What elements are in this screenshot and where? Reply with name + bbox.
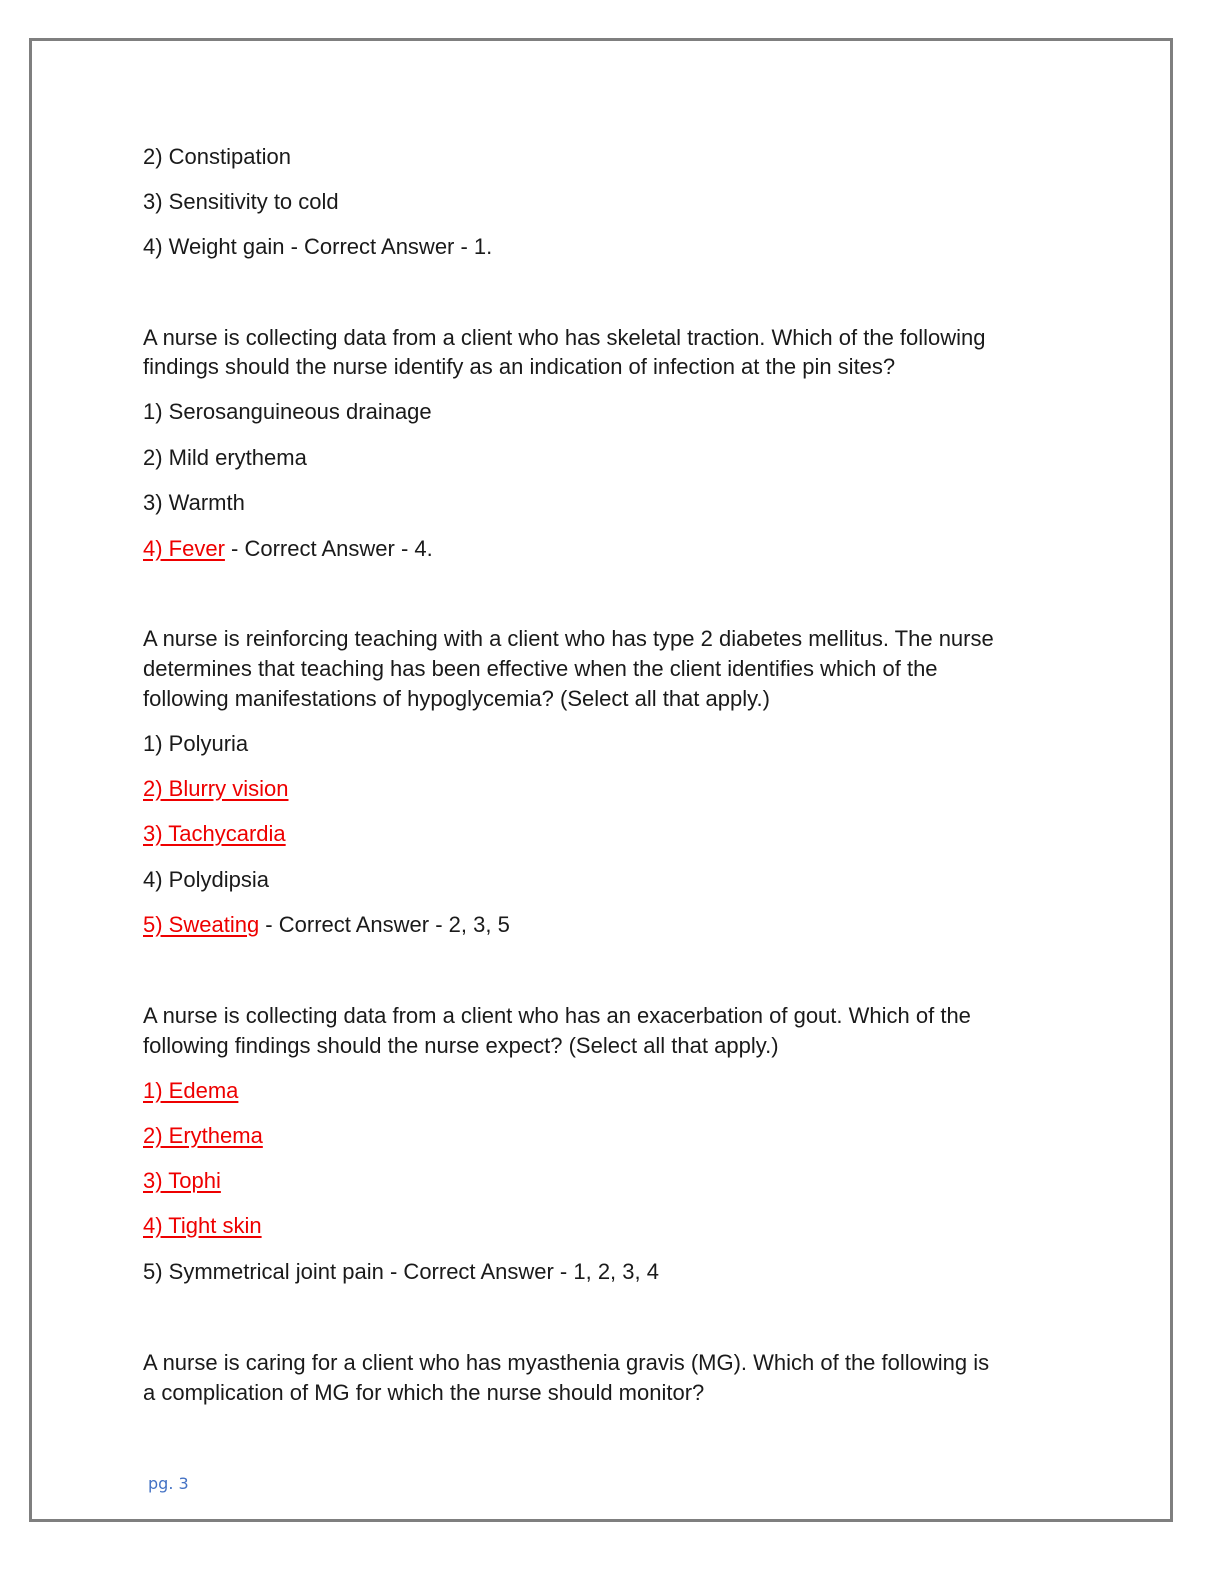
q3-option-2-correct: 2) Erythema [143,1123,263,1148]
q2-option-5 [143,910,510,940]
q3-correct-answer: - Correct Answer - 1, 2, 3, 4 [383,1259,659,1284]
q2-option-2-correct: 2) Blurry vision [143,776,289,801]
q2-option-2 [143,774,288,804]
q0-option-3: 3) Sensitivity to cold [143,189,339,214]
q1-stem-line-2: findings should the nurse identify as an indication of infection at the pin sites? [143,354,896,379]
q3-option-5: 5) Symmetrical joint pain - Correct Answer - 1, 2, 3, 4 [143,1259,659,1284]
q4-stem-line-2: a complication of MG for which the nurse should monitor? [143,1380,705,1405]
q3-stem-line-2: following findings should the nurse expect? (Select all that apply.) [143,1033,779,1058]
q3-option-1-correct: 1) Edema [143,1078,239,1103]
q2-option-4: 4) Polydipsia [143,867,269,892]
q3-option-2 [143,1121,263,1151]
q3-option-3-correct: 3) Tophi [143,1168,221,1193]
q1-option-4-correct: 4) Fever [143,536,225,561]
q2-stem-line-1: A nurse is reinforcing teaching with a client who has type 2 diabetes mellitus. The nurse [143,626,994,651]
q2-stem-line-3: following manifestations of hypoglycemia? (Select all that apply.) [143,686,770,711]
page-number: pg. 3 [148,1474,189,1493]
q2-correct-answer: - Correct Answer - 2, 3, 5 [259,912,510,937]
q1-option-1: 1) Serosanguineous drainage [143,399,432,424]
q1-option-3: 3) Warmth [143,490,245,515]
q0-correct-answer: - Correct Answer - 1. [284,234,493,259]
q1-option-2: 2) Mild erythema [143,445,307,470]
q2-option-3 [143,819,286,849]
q1-stem-line-1: A nurse is collecting data from a client who has skeletal traction. Which of the following [143,325,986,350]
q2-option-5-correct: 5) Sweating [143,912,260,937]
q2-option-3-correct: 3) Tachycardia [143,821,286,846]
q0-option-2: 2) Constipation [143,144,291,169]
q3-option-1 [143,1076,238,1106]
q4-stem-line-1: A nurse is caring for a client who has myasthenia gravis (MG). Which of the following is [143,1350,990,1375]
q1-option-4 [143,534,433,564]
q1-correct-answer: - Correct Answer - 4. [224,536,433,561]
q3-option-4 [143,1211,262,1241]
q3-option-3 [143,1166,221,1196]
q2-stem-line-2: determines that teaching has been effective when the client identifies which of the [143,656,938,681]
q3-stem-line-1: A nurse is collecting data from a client who has an exacerbation of gout. Which of the [143,1003,971,1028]
q3-option-4-correct: 4) Tight skin [143,1213,262,1238]
q2-option-1: 1) Polyuria [143,731,249,756]
q0-option-4: 4) Weight gain - Correct Answer - 1. [143,234,493,259]
